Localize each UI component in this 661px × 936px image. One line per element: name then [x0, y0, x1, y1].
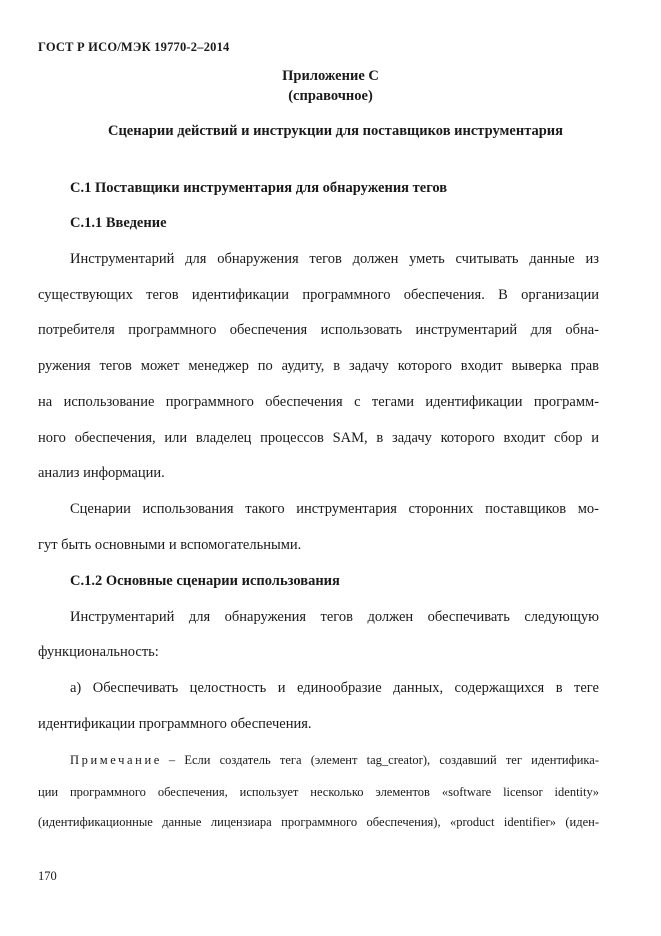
note-line: [70, 752, 599, 769]
note-text: – Если создатель тега (элемент tag_creator), создавший тег идентифика-: [168, 753, 599, 767]
note-label: Примечание: [70, 753, 162, 767]
section-c11-heading: С.1.1 Введение: [70, 215, 167, 231]
page-number: 170: [38, 869, 57, 883]
list-item-line: идентификации программного обеспечения.: [38, 716, 312, 732]
chapter-title: Сценарии действий и инструкции для поставщиков инструментария: [107, 123, 564, 139]
note-line: (идентификационные данные лицензиара программного обеспечения), «product identifier» (иден-: [38, 815, 599, 829]
list-item-line: а) Обеспечивать целостность и единообразие данных, содержащихся в теге: [70, 680, 599, 696]
paragraph-line: ружения тегов может менеджер по аудиту, в задачу которого входит выверка прав: [38, 358, 599, 374]
paragraph-line: на использование программного обеспечения с тегами идентификации программ-: [38, 394, 599, 410]
paragraph-line: Инструментарий для обнаружения тегов должен обеспечивать следующую: [70, 609, 599, 625]
section-c12-heading: С.1.2 Основные сценарии использования: [70, 573, 340, 589]
paragraph-line: гут быть основными и вспомогательными.: [38, 537, 302, 553]
annex-subtitle: (справочное): [288, 88, 373, 104]
paragraph-line: ного обеспечения, или владелец процессов SAM, в задачу которого входит сбор и: [38, 430, 599, 446]
paragraph-line: существующих тегов идентификации программного обеспечения. В организации: [38, 287, 599, 303]
paragraph-line: функциональность:: [38, 644, 159, 660]
paragraph-line: потребителя программного обеспечения использовать инструментарий для обна-: [38, 322, 599, 338]
annex-title: Приложение С: [282, 68, 379, 84]
standard-header: ГОСТ Р ИСО/МЭК 19770-2–2014: [38, 40, 230, 54]
paragraph-line: Сценарии использования такого инструментария сторонних поставщиков мо-: [70, 501, 599, 517]
section-c1-heading: С.1 Поставщики инструментария для обнаружения тегов: [70, 180, 448, 196]
note-line: ции программного обеспечения, использует несколько элементов «software licensor identity»: [38, 785, 599, 799]
paragraph-line: анализ информации.: [38, 465, 165, 481]
paragraph-line: Инструментарий для обнаружения тегов должен уметь считывать данные из: [70, 251, 599, 267]
